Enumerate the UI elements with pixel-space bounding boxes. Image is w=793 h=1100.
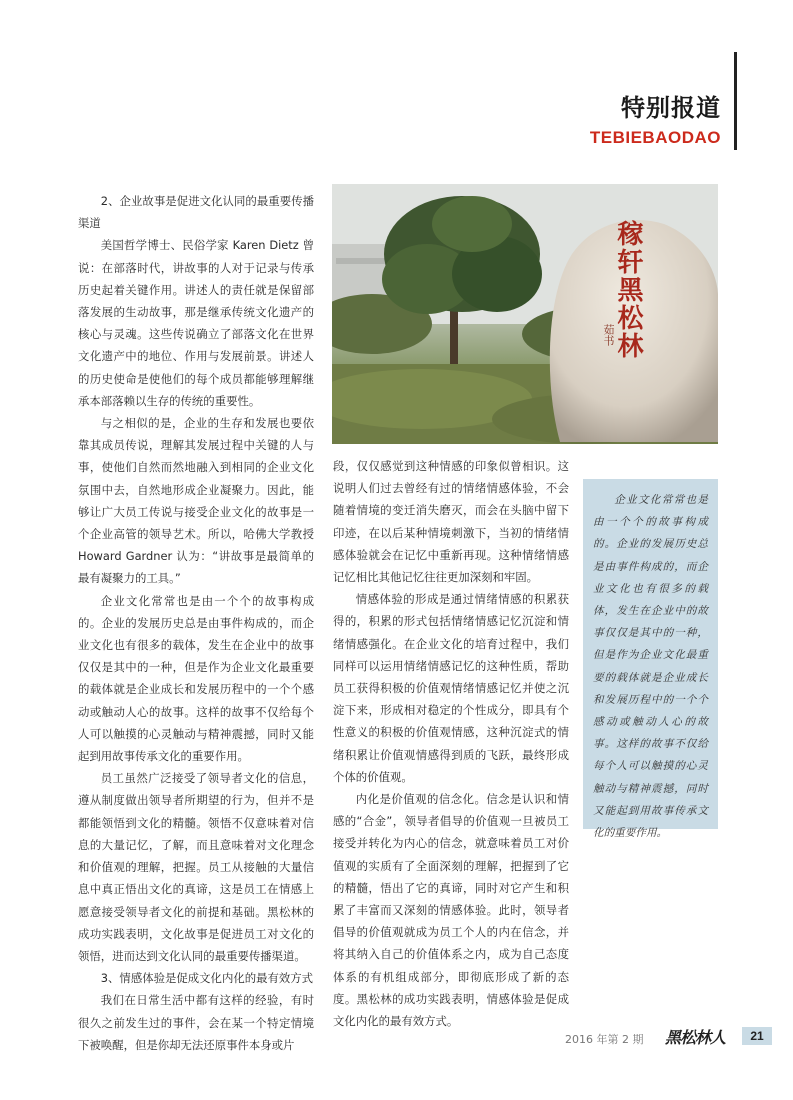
page-number: 21 xyxy=(742,1027,772,1045)
paragraph: 情感体验的形成是通过情绪情感的积累获得的，积累的形式包括情绪情感记忆沉淀和情绪情感强化。在企业文化的培育过程中，我们同样可以运用情绪情感记忆的这种性质，帮助员工获得积极的价值观情绪情感记忆并使之沉淀下来，形成相对稳定的个性成分，即具有个性意义的积极的价值观情感，这种沉淀式的情绪积累让价值观情感得到质的飞跃，最终形成个体的价值观。 xyxy=(333,592,569,784)
subheading-2: 2、企业故事是促进文化认同的最重要传播渠道 xyxy=(78,194,314,231)
section-subtitle: TEBIEBAODAO xyxy=(589,128,721,147)
section-title: 特别报道 xyxy=(621,94,721,122)
issue-label: 2016 年第 2 期 xyxy=(565,1033,644,1046)
paragraph: 内化是价值观的信念化。信念是认识和情感的“合金”，领导者倡导的价值观一旦被员工接受并转化为内心的信念，就意味着员工对价值观的实质有了全面深刻的理解，把握到了它的精髓，悟出了它的真谛，同时对它产生和积累了丰富而又深刻的情感体验。此时，领导者倡导的价值观就成为员工个人的内在信念，并将其纳入自己的价值体系之内，成为自己态度体系的有机组成部分，即彻底形成了新的态度。黑松林的成功实践表明，情感体验是促成文化内化的最有效方式。 xyxy=(333,792,569,1029)
sidebar-pull-quote xyxy=(583,479,718,840)
article-photo xyxy=(332,184,718,444)
paragraph: 企业文化常常也是由一个个的故事构成的。企业的发展历史总是由事件构成的，而企业文化也有很多的载体，发生在企业中的故事仅仅是其中的一种，但是作为企业文化最重要的载体就是企业成长和发展历程中的一个个感动或触动人心的故事。这样的故事不仅给每个人可以触摸的心灵触动与精神震撼，同时又能起到用故事传承文化的重要作用。 xyxy=(78,593,314,764)
left-text-column xyxy=(78,190,314,1056)
middle-text-column xyxy=(333,455,569,1032)
rock-inscription: 稼轩黑松林 xyxy=(613,220,643,360)
pull-quote-text: 企业文化常常也是由一个个的故事构成的。企业的发展历史总是由事件构成的，而企业文化也有很多的载体，发生在企业中的故事仅仅是其中的一种，但是作为企业文化最重要的载体就是企业成长和发展历程中的一个个感动或触动人心的故事。这样的故事不仅给每个人可以触摸的心灵触动与精神震撼，同时又能起到用故事传承文化的重要作用。 xyxy=(593,494,708,840)
paragraph: 美国哲学博士、民俗学家 Karen Dietz 曾说：在部落时代，讲故事的人对于记录与传承历史起着关键作用。讲述人的责任就是保留部落发展的生动故事，那是继承传统文化遗产的核心与灵魂。这些传说确立了部落文化在世界文化遗产中的地位、作用与发展前景。讲述人的历史使命是使他们的每个成员都能够理解继承本部落赖以生存的传统的重要性。 xyxy=(78,238,314,408)
paragraph: 与之相似的是，企业的生存和发展也要依靠其成员传说，理解其发展过程中关键的人与事，使他们自然而然地融入到相同的企业文化氛围中去，自然地形成企业凝聚力。因此，能够让广大员工传说与接受企业文化的故事是一个企业高管的领导艺术。所以，哈佛大学教授 Howard Gardner 认为：“讲故事是最简单的最有凝聚力的工具。” xyxy=(78,416,314,586)
paragraph: 我们在日常生活中都有这样的经验，有时很久之前发生过的事件，会在某一个特定情境下被唤醒，但是你却无法还原事件本身或片 xyxy=(78,993,314,1052)
paragraph: 员工虽然广泛接受了领导者文化的信息，遵从制度做出领导者所期望的行为，但并不是都能领悟到文化的精髓。领悟不仅意味着对信息的大量记忆，了解，而且意味着对文化理念和价值观的理解，把握。员工从接触的大量信息中真正悟出文化的真谛，这是员工在情感上愿意接受领导者文化的前提和基础。黑松林的成功实践表明，文化故事是促进员工对文化的领悟，进而达到文化认同的最重要传播渠道。 xyxy=(78,771,314,963)
paragraph-continued: 段，仅仅感觉到这种情感的印象似曾相识。这说明人们过去曾经有过的情绪情感体验，不会随着情境的变迁消失磨灭，而会在头脑中留下印迹，在以后某种情境刺激下，当初的情绪情感体验就会在记忆中重新再现。这种情绪情感记忆相比其他记忆往往更加深刻和牢固。 xyxy=(333,459,569,585)
rock-signature: 茹书 xyxy=(602,324,615,346)
subheading-3: 3、情感体验是促成文化内化的最有效方式 xyxy=(100,971,314,986)
header-divider-bar xyxy=(734,52,737,150)
magazine-logo: 黑松林人 xyxy=(665,1028,726,1047)
